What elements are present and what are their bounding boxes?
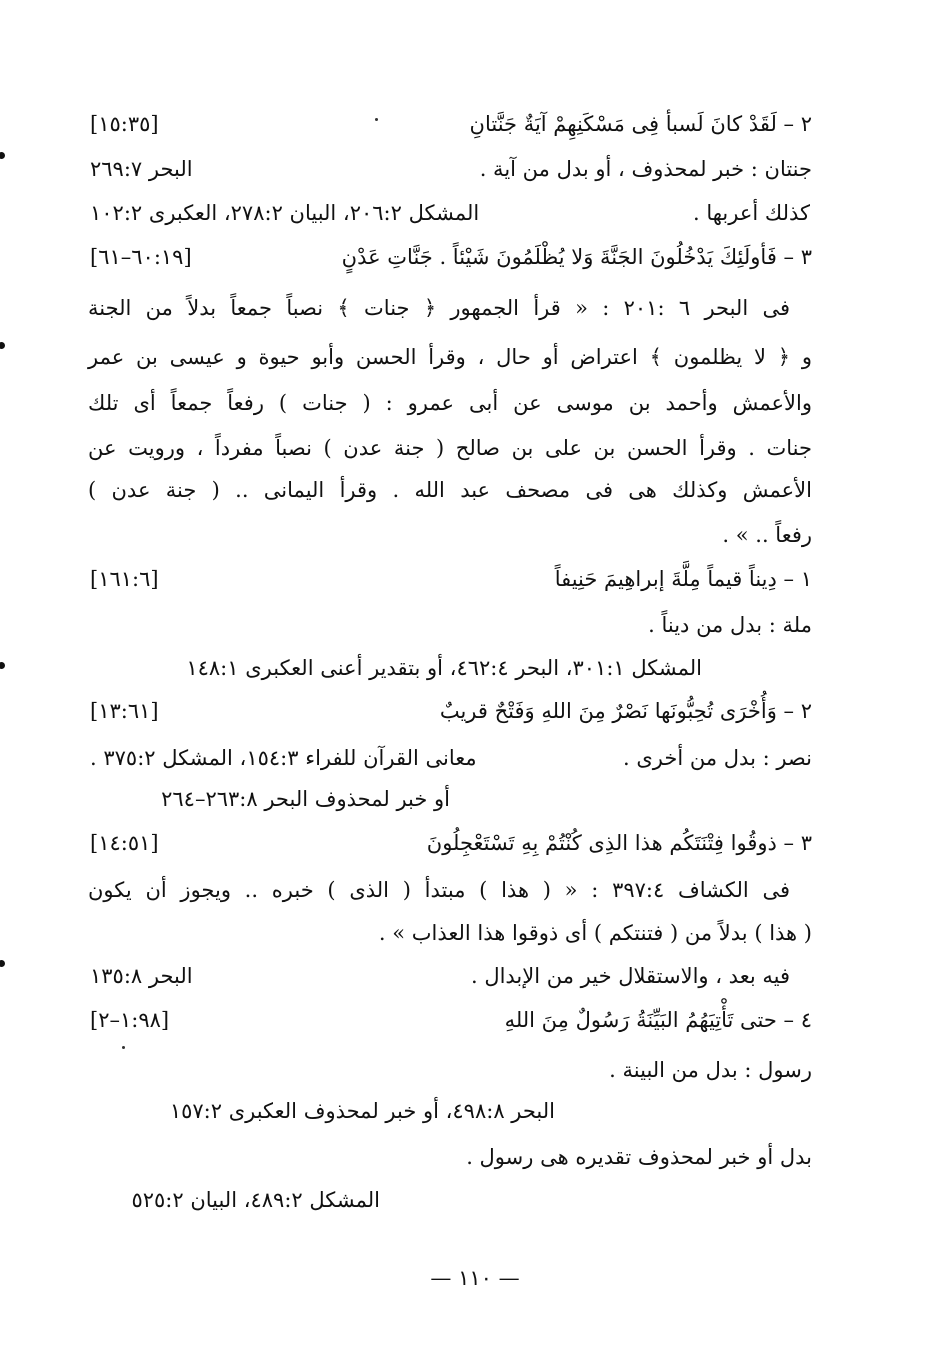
verse-line: ٢ – وَأُخْرَى تُحِبُّونَها نَصْرٌ مِنَ اللهِ وَفَتْحٌ قريبٌ [439, 699, 812, 723]
margin-mark [0, 152, 5, 159]
margin-mark [0, 960, 5, 967]
source-citation: البحر ١٣٥:٨ [90, 964, 193, 988]
text-line: بدل أو خبر لمحذوف تقديره هى رسول . [466, 1145, 812, 1169]
verse-line: ١ – دِيناً قيماً مِلَّةَ إبراهِيمَ حَنِيفاً [554, 567, 812, 591]
paragraph-line: الأعمش وكذلك هى فى مصحف عبد الله . وقرأ اليمانى .. ( جنة عدن ) [88, 478, 812, 502]
text-line: كذلك أعربها . [692, 201, 810, 225]
verse-line: ٣ – فَأولَئِكَ يَدْخُلُونَ الجَنَّةَ وَلا يُظْلَمُونَ شَيْئاً . جَنَّاتِ عَدْنٍ [341, 245, 812, 269]
verse-line: ٢ – لَقَدْ كانَ لَسبأ فِى مَسْكَنِهِمْ آيَةٌ جَنَّتانِ [469, 112, 812, 136]
verse-reference: [١:٩٨–٢] [90, 1008, 170, 1032]
text-line: فيه بعد ، والاستقلال خير من الإبدال . [470, 964, 790, 988]
paragraph-line: و ﴿ لا يظلمون ﴾ اعتراض أو حال ، وقرأ الحسن وأبو حيوة و عيسى بن عمر [88, 345, 812, 369]
verse-reference: [١٣:٦١] [90, 699, 159, 723]
text-line: نصر : بدل من أخرى . [623, 746, 812, 770]
verse-line: ٣ – ذوقُوا فِتْنَتَكُم هذا الذِى كُنْتُمْ بِهِ تَسْتَعْجِلُونَ [426, 831, 812, 855]
source-citation: معانى القرآن للفراء ١٥٤:٣، المشكل ٣٧٥:٢ . [90, 746, 477, 770]
text-line: رسول : بدل من البينة . [609, 1058, 812, 1082]
paragraph-line: جنات . وقرأ الحسن بن على بن صالح ( جنة عدن ) نصباً مفرداً ، ورويت عن [88, 436, 812, 460]
text-line: ملة : بدل من ديناً . [648, 613, 812, 637]
source-citation: المشكل ٣٠١:١، البحر ٤٦٢:٤، أو بتقدير أعنى العكبرى ١٤٨:١ [186, 656, 702, 680]
source-citation: البحر ٤٩٨:٨، أو خبر لمحذوف العكبرى ١٥٧:٢ [169, 1099, 555, 1123]
verse-reference: [١٦١:٦] [90, 567, 159, 591]
margin-mark [0, 342, 5, 349]
verse-reference: [٦٠:١٩–٦١] [90, 245, 192, 269]
verse-reference: [١٤:٥١] [90, 831, 159, 855]
paragraph-line: رفعاً .. » . [722, 523, 812, 547]
source-citation: البحر ٢٦٩:٧ [90, 157, 193, 181]
paragraph-line: فى الكشاف ٣٩٧:٤ : « ( هذا ) مبتدأ ( الذى ) خبره .. ويجوز أن يكون [88, 878, 791, 902]
source-citation: أو خبر لمحذوف البحر ٢٦٣:٨–٢٦٤ [161, 787, 450, 811]
verse-reference: [١٥:٣٥] [90, 112, 159, 136]
text-line: جنتان : خبر لمحذوف ، أو بدل من آية . [479, 157, 812, 181]
source-citation: المشكل ٤٨٩:٢، البيان ٥٢٥:٢ [131, 1188, 380, 1212]
paragraph-line: والأعمش وأحمد بن موسى عن أبى عمرو : ( جنات ) رفعاً جمعاً أى تلك [88, 391, 812, 415]
source-citation: المشكل ٢٠٦:٢، البيان ٢٧٨:٢، العكبرى ١٠٢:٢ [90, 201, 480, 225]
paragraph-line: فى البحر ٦ :٢٠١ : « قرأ الجمهور ﴿ جنات ﴾ نصباً جمعاً بدلاً من الجنة [88, 296, 790, 320]
paragraph-line: ( هذا ) بدلاً من ( فتنتكم ) أى ذوقوا هذا العذاب » . [378, 921, 812, 945]
speck [375, 118, 378, 121]
verse-line: ٤ – حتى تَأْتِيَهُمُ البَيِّنَةُ رَسُولٌ مِنَ اللهِ [504, 1008, 812, 1032]
margin-mark [0, 662, 5, 669]
speck [122, 1046, 125, 1049]
page-number: — ١١٠ — [430, 1266, 520, 1290]
